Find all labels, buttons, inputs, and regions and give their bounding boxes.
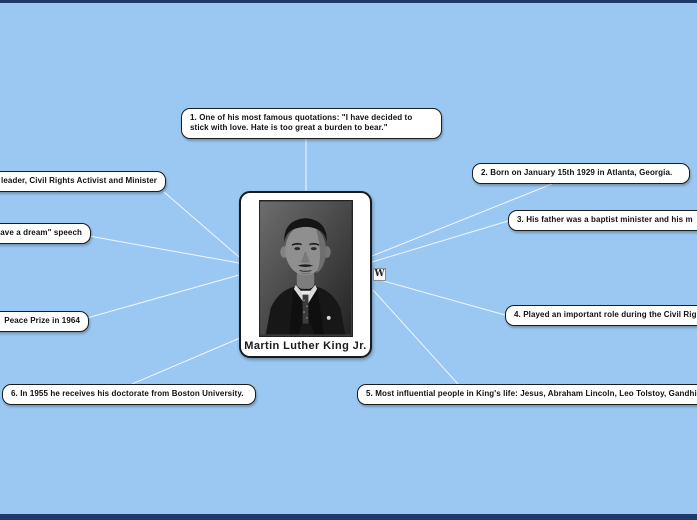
node-born[interactable]: 2. Born on January 15th 1929 in Atlanta, Georgia. bbox=[472, 163, 690, 184]
canvas-bottom-frame bbox=[0, 514, 697, 520]
mlk-portrait-photo bbox=[259, 200, 353, 337]
node-doctorate[interactable]: 6. In 1955 he receives his doctorate from Boston University. bbox=[2, 384, 256, 405]
node-dream-speech[interactable]: ave a dream" speech bbox=[0, 223, 91, 244]
node-influential-people[interactable]: 5. Most influential people in King's life: Jesus, Abraham Lincoln, Leo Tolstoy, Gandhi bbox=[357, 384, 697, 405]
central-topic-label: Martin Luther King Jr. bbox=[244, 340, 367, 352]
wikipedia-link-icon[interactable]: W bbox=[374, 269, 385, 279]
node-civil-rights-role[interactable]: 4. Played an important role during the Civil Rig bbox=[505, 305, 697, 326]
node-father[interactable]: 3. His father was a baptist minister and his m bbox=[508, 210, 697, 231]
node-leader[interactable]: leader, Civil Rights Activist and Minister bbox=[0, 171, 166, 192]
canvas-top-frame bbox=[0, 0, 697, 3]
node-quotation[interactable]: 1. One of his most famous quotations: "I have decided to stick with love. Hate is too great a burden to bear." bbox=[181, 108, 442, 139]
node-peace-prize[interactable]: Peace Prize in 1964 bbox=[0, 311, 89, 332]
central-topic[interactable] bbox=[239, 191, 372, 358]
